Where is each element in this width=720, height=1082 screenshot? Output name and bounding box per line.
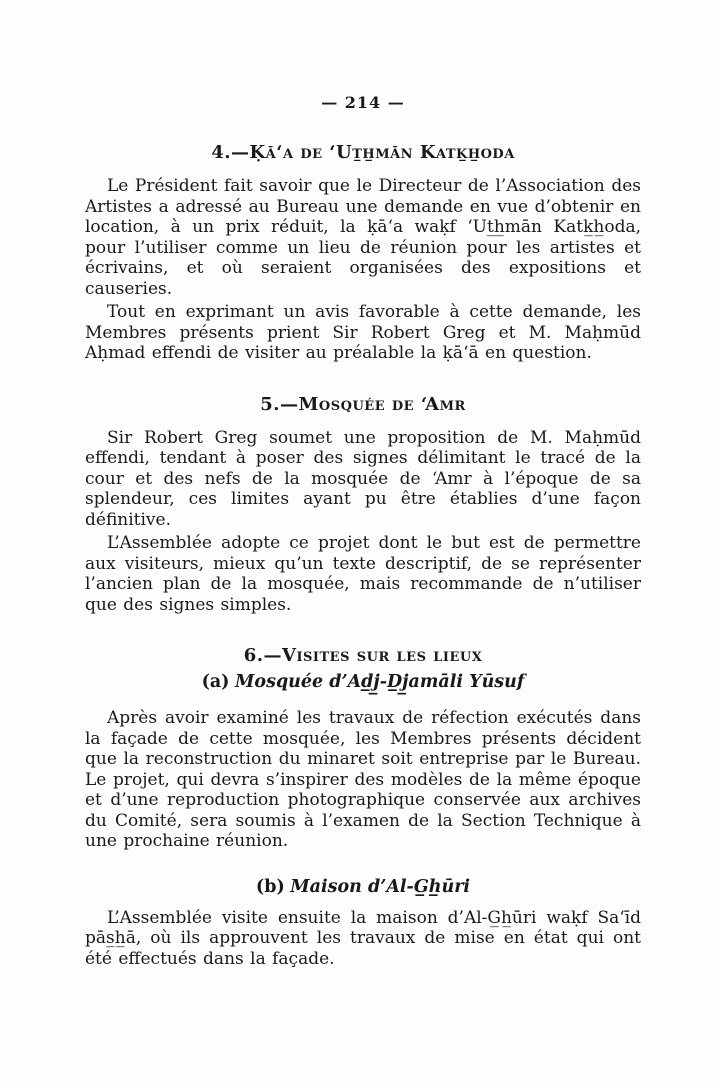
subheading-b-marker: (b) bbox=[255, 876, 285, 897]
paragraph-s4-1: Le Président fait savoir que le Directeur de l’Association des Artistes a adressé au Bureau une demande en vue d’obtenir en location, à un prix réduit, la ḳā‘a waḳf ‘Ut̲h̲mān Katk̲h̲oda, pour l’utiliser comme un lieu de réunion pour les artistes et écrivains, et où seraient organisées des expositions et causeries. bbox=[85, 176, 641, 299]
paragraph-s6b: L’Assemblée visite ensuite la maison d’Al-G̲h̲ūri waḳf Sa‘īd pās̲h̲ā, où ils approuvent les travaux de mise en état qui ont été effectués dans la façade. bbox=[85, 907, 641, 969]
subheading-a-title: Mosquée d’Ad̲j̲-D̲j̲amāli Yūsuf bbox=[235, 672, 525, 692]
paragraph-s4-2: Tout en exprimant un avis favorable à cette demande, les Membres présents prient Sir Robert Greg et M. Maḥmūd Aḥmad effendi de visiter au préalable la ḳā‘ā en question. bbox=[85, 302, 641, 363]
paragraph-s6a: Après avoir examiné les travaux de réfection exécutés dans la façade de cette mosquée, les Membres présents décident que la reconstruction du minaret soit entreprise par le Bureau. Le projet, qui devra s’inspirer des modèles de la même époque et d’une reproduction photographique conservée aux archives du Comité, sera soumis à l’examen de la Section Technique à une prochaine réunion. bbox=[85, 708, 641, 851]
subheading-b-title: Maison d’Al-G̲h̲ūri bbox=[290, 876, 471, 897]
text-column bbox=[85, 0, 641, 969]
subheading-b-maison-al-ghuri bbox=[85, 876, 641, 899]
section-heading-5-mosquee-de-amr: 5.—Mosquée de ‘Amr bbox=[260, 393, 466, 415]
subheading-a-mosquee-adj-djamali-yusuf bbox=[85, 671, 641, 694]
paragraph-s5-1: Sir Robert Greg soumet une proposition de M. Maḥmūd effendi, tendant à poser des signes délimitant le tracé de la cour et des nefs de la mosquée de ‘Amr à l’époque de sa splendeur, ces limites ayant pu être établies d’une façon définitive. bbox=[85, 427, 641, 530]
subheading-a-marker: (a) bbox=[201, 672, 230, 692]
section-heading-4-kaa-uthman-katkhoda: 4.—Ḳā‘a de ‘Ut̲h̲mān Katk̲h̲oda bbox=[211, 142, 515, 163]
page-number: — 214 — bbox=[321, 93, 405, 112]
section-heading-6-visites-sur-les-lieux: 6.—Visites sur les lieux bbox=[243, 645, 483, 666]
paragraph-s5-2: L’Assemblée adopte ce projet dont le but est de permettre aux visiteurs, mieux qu’un texte descriptif, de se représenter l’ancien plan de la mosquée, mais recommande de n’utiliser que des signes simples. bbox=[85, 533, 641, 615]
